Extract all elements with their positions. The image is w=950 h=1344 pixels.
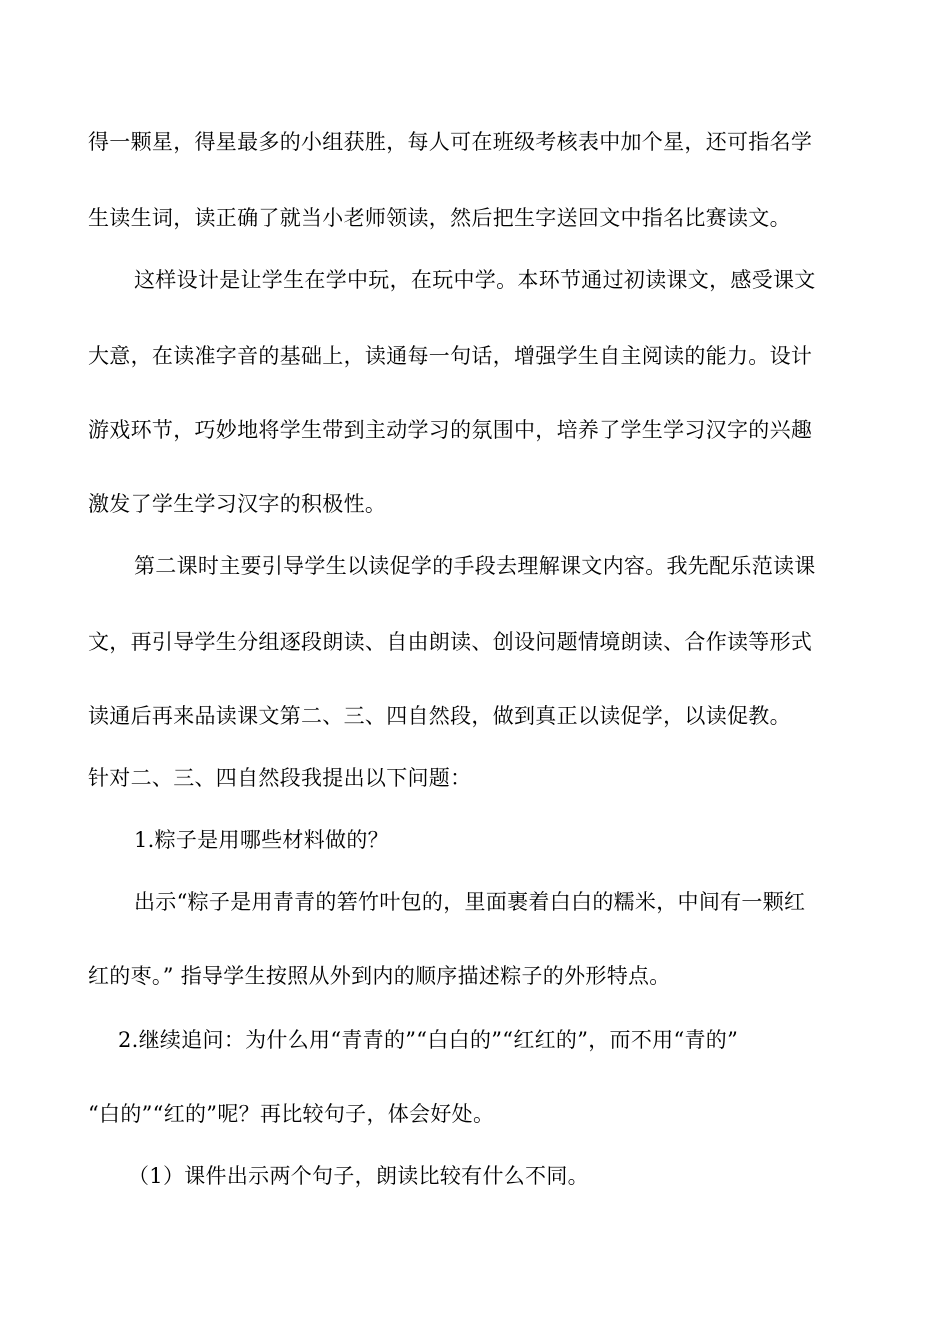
- list-item: 2.继续追问：为什么用“青青的”“白白的”“红红的”，而不用“青的”: [118, 1028, 739, 1052]
- text-line: 大意，在读准字音的基础上，读通每一句话，增强学生自主阅读的能力。设计: [88, 344, 813, 368]
- text-line: 第二课时主要引导学生以读促学的手段去理解课文内容。我先配乐范读课: [134, 554, 816, 578]
- list-item: （1）课件出示两个句子，朗读比较有什么不同。: [128, 1164, 589, 1188]
- text-line: 这样设计是让学生在学中玩，在玩中学。本环节通过初读课文，感受课文: [134, 268, 816, 292]
- text-line: 红的枣。” 指导学生按照从外到内的顺序描述粽子的外形特点。: [88, 964, 671, 988]
- text-line: “白的”“红的”呢？再比较句子，体会好处。: [88, 1102, 495, 1126]
- text-line: 读通后再来品读课文第二、三、四自然段，做到真正以读促学，以读促教。: [88, 704, 791, 728]
- text-line: 出示“粽子是用青青的箬竹叶包的，里面裹着白白的糯米，中间有一颗红: [134, 890, 806, 914]
- text-line: 游戏环节，巧妙地将学生带到主动学习的氛围中，培养了学生学习汉字的兴趣: [88, 418, 813, 442]
- text-line: 生读生词，读正确了就当小老师领读，然后把生字送回文中指名比赛读文。: [88, 206, 791, 230]
- list-item: 1.粽子是用哪些材料做的？: [134, 828, 389, 852]
- text-line: 得一颗星，得星最多的小组获胜，每人可在班级考核表中加个星，还可指名学: [88, 130, 813, 154]
- text-line: 激发了学生学习汉字的积极性。: [88, 492, 387, 516]
- text-line: 文，再引导学生分组逐段朗读、自由朗读、创设问题情境朗读、合作读等形式: [88, 630, 813, 654]
- text-line: 针对二、三、四自然段我提出以下问题：: [88, 766, 472, 790]
